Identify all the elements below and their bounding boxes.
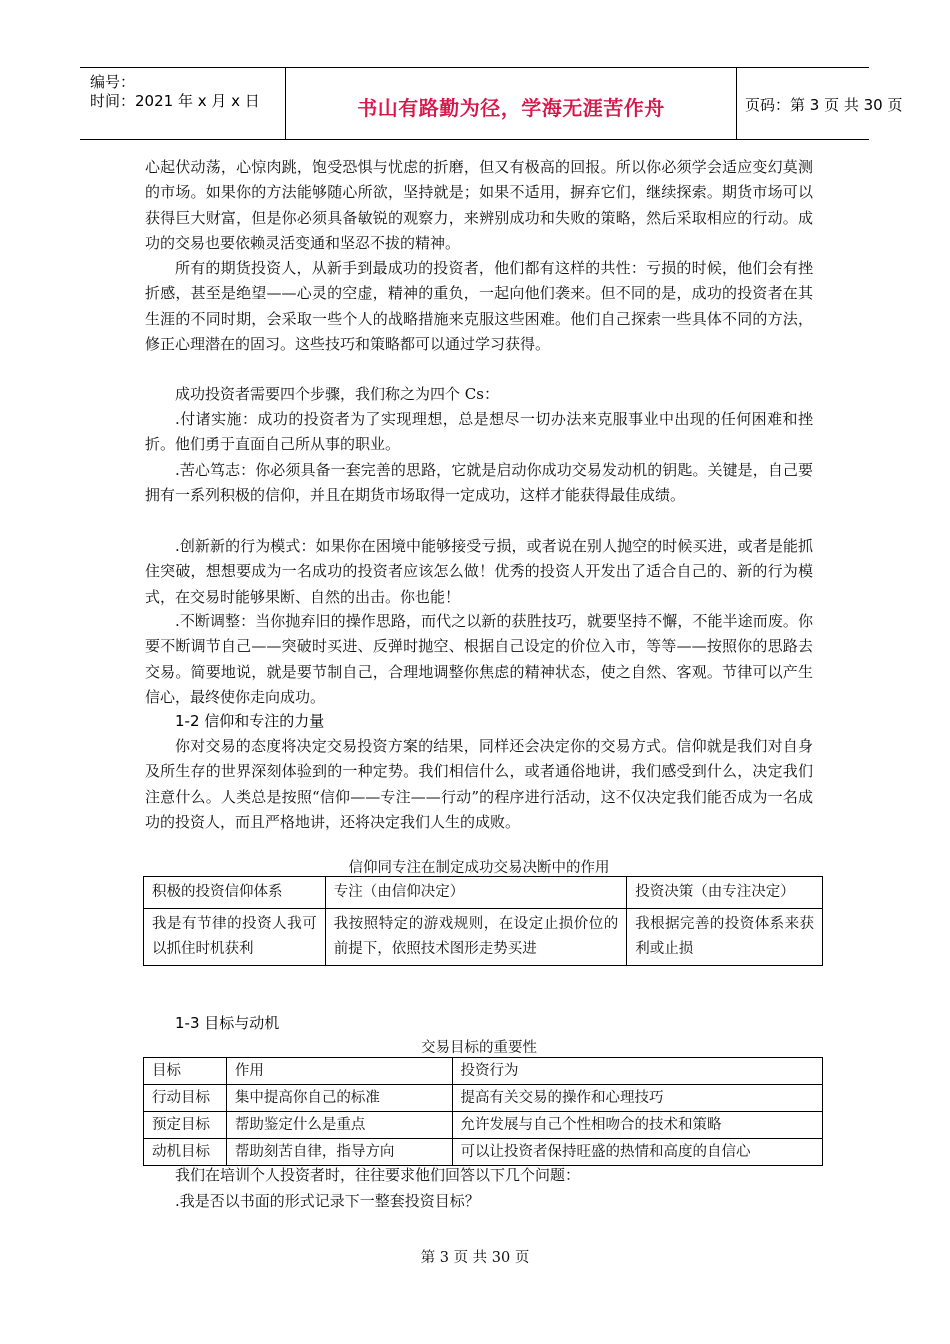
paragraph: 成功投资者需要四个步骤，我们称之为四个 Cs： [175,385,499,403]
table-cell: 我根据完善的投资体系来获利或止损 [627,909,823,966]
table-row [144,1085,823,1112]
table-cell: 可以让投资者保持旺盛的热情和高度的自信心 [452,1139,823,1166]
header-motto-cell [285,68,737,139]
table-cell: 帮助刻苦自律，指导方向 [226,1139,452,1166]
table-caption: 交易目标的重要性 [421,1040,537,1056]
date-line: 时间：2021 年 x 月 x 日 [90,92,260,110]
table-header-row [144,1058,823,1085]
header-page-cell [737,68,903,139]
table-row [144,909,823,966]
list-item: .苦心笃志：你必须具备一套完善的思路，它就是启动你成功交易发动机的钥匙。关键是，自己要拥有一系列积极的信仰，并且在期货市场取得一定成功，这样才能获得最佳成绩。 [145,461,813,505]
table-header-cell: 专注（由信仰决定） [325,877,627,909]
table-cell: 动机目标 [144,1139,227,1166]
table-row [144,1112,823,1139]
belief-focus-table [143,876,823,966]
table-header-cell: 目标 [144,1058,227,1085]
list-item: .创新新的行为模式：如果你在困境中能够接受亏损，或者说在别人抛空的时候买进，或者是能抓住突破，想想要成为一名成功的投资者应该怎么做！优秀的投资人开发出了适合自己的、新的行为模式，在交易时能够果断、自然的出击。你也能！ [145,537,813,606]
page-info: 页码：第 3 页 共 30 页 [745,96,903,114]
table-caption: 信仰同专注在制定成功交易决断中的作用 [348,860,610,876]
paragraph: 你对交易的态度将决定交易投资方案的结果，同样还会决定你的交易方式。信仰就是我们对自身及所生存的世界深刻体验到的一种定势。我们相信什么，或者通俗地讲，我们感受到什么，决定我们注意什么。人类总是按照“信仰——专注——行动”的程序进行活动，这不仅决定我们能否成为一名成功的投资人，而且严格地讲，还将决定我们人生的成败。 [145,737,813,831]
table-cell: 提高有关交易的操作和心理技巧 [452,1085,823,1112]
table-cell: 我是有节律的投资人我可以抓住时机获利 [144,909,326,966]
page-header [80,67,903,140]
table-cell: 行动目标 [144,1085,227,1112]
table-header-row [144,877,823,909]
paragraph: 我们在培训个人投资者时，往往要求他们回答以下几个问题： [175,1166,581,1184]
table-cell: 预定目标 [144,1112,227,1139]
table-header-cell: 积极的投资信仰体系 [144,877,326,909]
table-cell: 集中提高你自己的标准 [226,1085,452,1112]
code-label: 编号： [90,73,136,91]
paragraph: 所有的期货投资人，从新手到最成功的投资者，他们都有这样的共性：亏损的时候，他们会有挫折感，甚至是绝望——心灵的空虚，精神的重负，一起向他们袭来。但不同的是，成功的投资者在其生涯的不同时期，会采取一些个人的战略措施来克服这些困难。他们自己探索一些具体不同的方法，修正心理潜在的固习。这些技巧和策略都可以通过学习获得。 [145,259,813,353]
list-item: .我是否以书面的形式记录下一整套投资目标？ [175,1192,480,1210]
table-row [144,1139,823,1166]
table-cell: 允许发展与自己个性相吻合的技术和策略 [452,1112,823,1139]
list-item: .付诸实施：成功的投资者为了实现理想，总是想尽一切办法来克服事业中出现的任何困难和挫折。他们勇于直面自己所从事的职业。 [145,410,813,454]
table-cell: 我按照特定的游戏规则，在设定止损价位的前提下，依照技术图形走势买进 [325,909,627,966]
section-heading: 1-2 信仰和专注的力量 [175,712,325,730]
section-heading: 1-3 目标与动机 [175,1014,280,1032]
page-footer: 第 3 页 共 30 页 [420,1250,530,1266]
header-meta-cell [80,68,285,139]
motto: 书山有路勤为径，学海无涯苦作舟 [357,96,665,120]
paragraph: 心起伏动荡，心惊肉跳，饱受恐惧与忧虑的折磨，但又有极高的回报。所以你必须学会适应变幻莫测的市场。如果你的方法能够随心所欲，坚持就是；如果不适用，摒弃它们，继续探索。期货市场可以获得巨大财富，但是你必须具备敏锐的观察力，来辨别成功和失败的策略，然后采取相应的行动。成功的交易也要依赖灵活变通和坚忍不拔的精神。 [145,158,813,252]
table-header-cell: 投资决策（由专注决定） [627,877,823,909]
goals-table [143,1057,823,1166]
list-item: .不断调整：当你抛弃旧的操作思路，而代之以新的获胜技巧，就要坚持不懈，不能半途而废。你要不断调节自己——突破时买进、反弹时抛空、根据自己设定的价位入市，等等——按照你的思路去交易。简要地说，就是要节制自己，合理地调整你焦虑的精神状态，使之自然、客观。节律可以产生信心，最终使你走向成功。 [145,612,813,706]
table-cell: 帮助鉴定什么是重点 [226,1112,452,1139]
table-header-cell: 投资行为 [452,1058,823,1085]
table-header-cell: 作用 [226,1058,452,1085]
